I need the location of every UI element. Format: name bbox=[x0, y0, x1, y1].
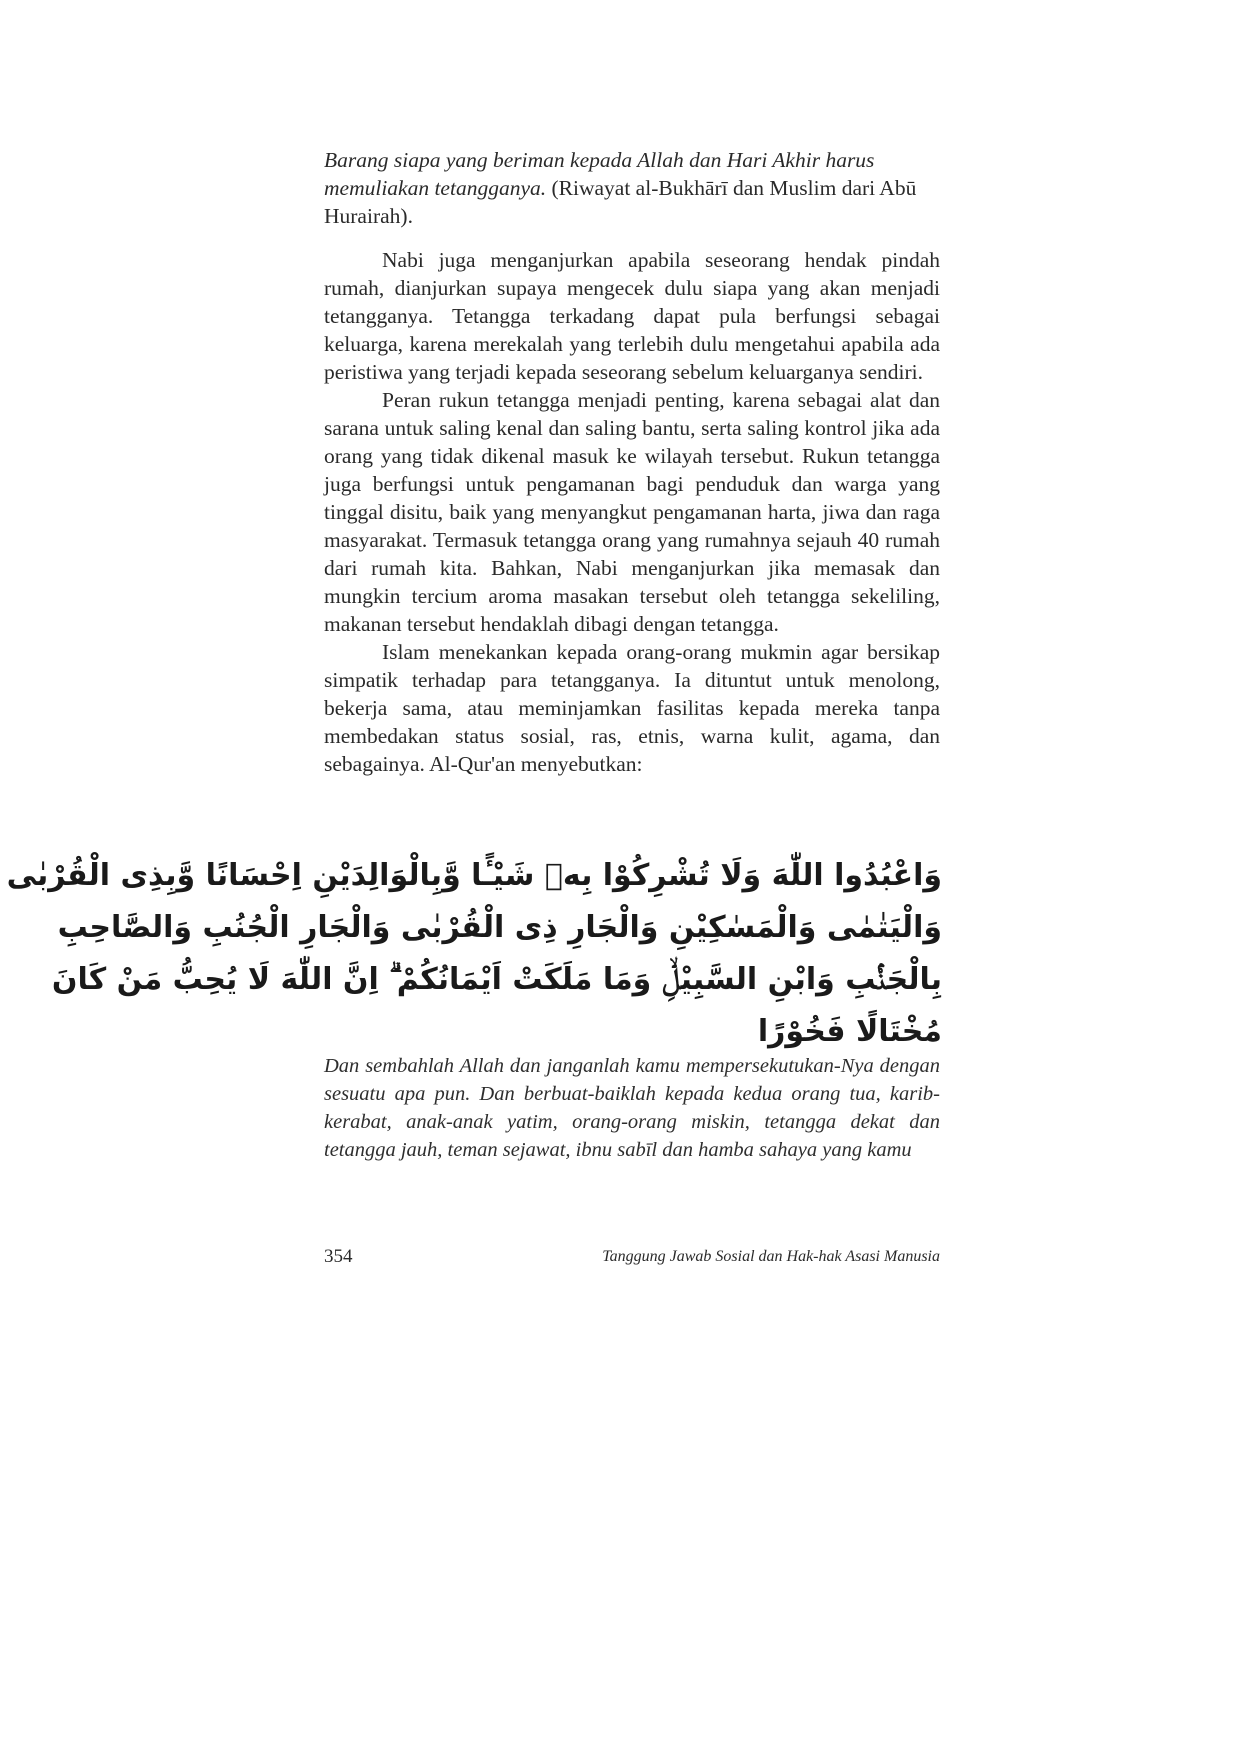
running-title: Tanggung Jawab Sosial dan Hak-hak Asasi Manusia bbox=[602, 1248, 940, 1265]
page-footer bbox=[324, 1246, 940, 1274]
quran-verse-line: مُخْتَالًا فَخُوْرًا bbox=[757, 1014, 942, 1049]
quran-verse-line: وَالْيَتٰمٰى وَالْمَسٰكِيْنِ وَالْجَارِ ذِى الْقُرْبٰى وَالْجَارِ الْجُنُبِ وَالصَّاحِبِ bbox=[57, 910, 942, 945]
quran-verse bbox=[6, 850, 942, 1058]
paragraph: Islam menekankan kepada orang-orang mukmin agar bersikap simpatik terhadap para tetangganya. Ia dituntut untuk menolong, bekerja sama, atau meminjamkan fasilitas kepada mereka tanpa membedakan status sosial, ras, etnis, warna kulit, agama, dan sebagainya. Al-Qur'an menyebutkan: bbox=[324, 640, 940, 776]
paragraph: Nabi juga menganjurkan apabila seseorang hendak pindah rumah, dianjurkan supaya mengecek dulu siapa yang akan menjadi tetangganya. Tetangga terkadang dapat pula berfungsi sebagai keluarga, karena merekalah yang terlebih dulu mengetahui apabila ada peristiwa yang terjadi kepada seseorang sebelum keluarganya sendiri. bbox=[324, 248, 940, 384]
page-number: 354 bbox=[324, 1246, 353, 1267]
body-text bbox=[324, 246, 940, 778]
paragraph: Peran rukun tetangga menjadi penting, karena sebagai alat dan sarana untuk saling kenal dan saling bantu, serta saling kontrol jika ada orang yang tidak dikenal masuk ke wilayah tersebut. Rukun tetangga juga berfungsi untuk pengamanan bagi penduduk dan warga yang tinggal disitu, baik yang menyangkut pengamanan harta, jiwa dan raga masyarakat. Termasuk tetangga orang yang rumahnya sejauh 40 rumah dari rumah kita. Bahkan, Nabi menganjurkan jika memasak dan mungkin tercium aroma masakan tersebut oleh tetangga sekeliling, makanan tersebut hendaklah dibagi dengan tetangga. bbox=[324, 388, 940, 636]
quran-verse-line: وَاعْبُدُوا اللّٰهَ وَلَا تُشْرِكُوْا بِهٖ شَيْـًٔا وَّبِالْوَالِدَيْنِ اِحْسَانًا وَّبِذِى الْقُرْبٰى bbox=[6, 858, 942, 893]
quran-verse-line: بِالْجَنْۢبِ وَابْنِ السَّبِيْلِۙ وَمَا مَلَكَتْ اَيْمَانُكُمْ ۗ اِنَّ اللّٰهَ لَا يُحِبُّ مَنْ كَانَ bbox=[51, 962, 942, 997]
hadith-quote bbox=[324, 146, 940, 230]
hadith-source: (Riwayat al-Bukhārī dan Muslim dari Abū Hurairah). bbox=[324, 176, 917, 228]
hadith-quote-text: Barang siapa yang beriman kepada Allah dan Hari Akhir harus memuliakan tetangganya. bbox=[324, 148, 875, 200]
verse-translation: Dan sembahlah Allah dan janganlah kamu mempersekutukan-Nya dengan sesuatu apa pun. Dan berbuat-baiklah kepada kedua orang tua, karib-kerabat, anak-anak yatim, orang-orang miskin, tetangga dekat dan tetangga jauh, teman sejawat, ibnu sabīl dan hamba sahaya yang kamu bbox=[324, 1055, 940, 1161]
